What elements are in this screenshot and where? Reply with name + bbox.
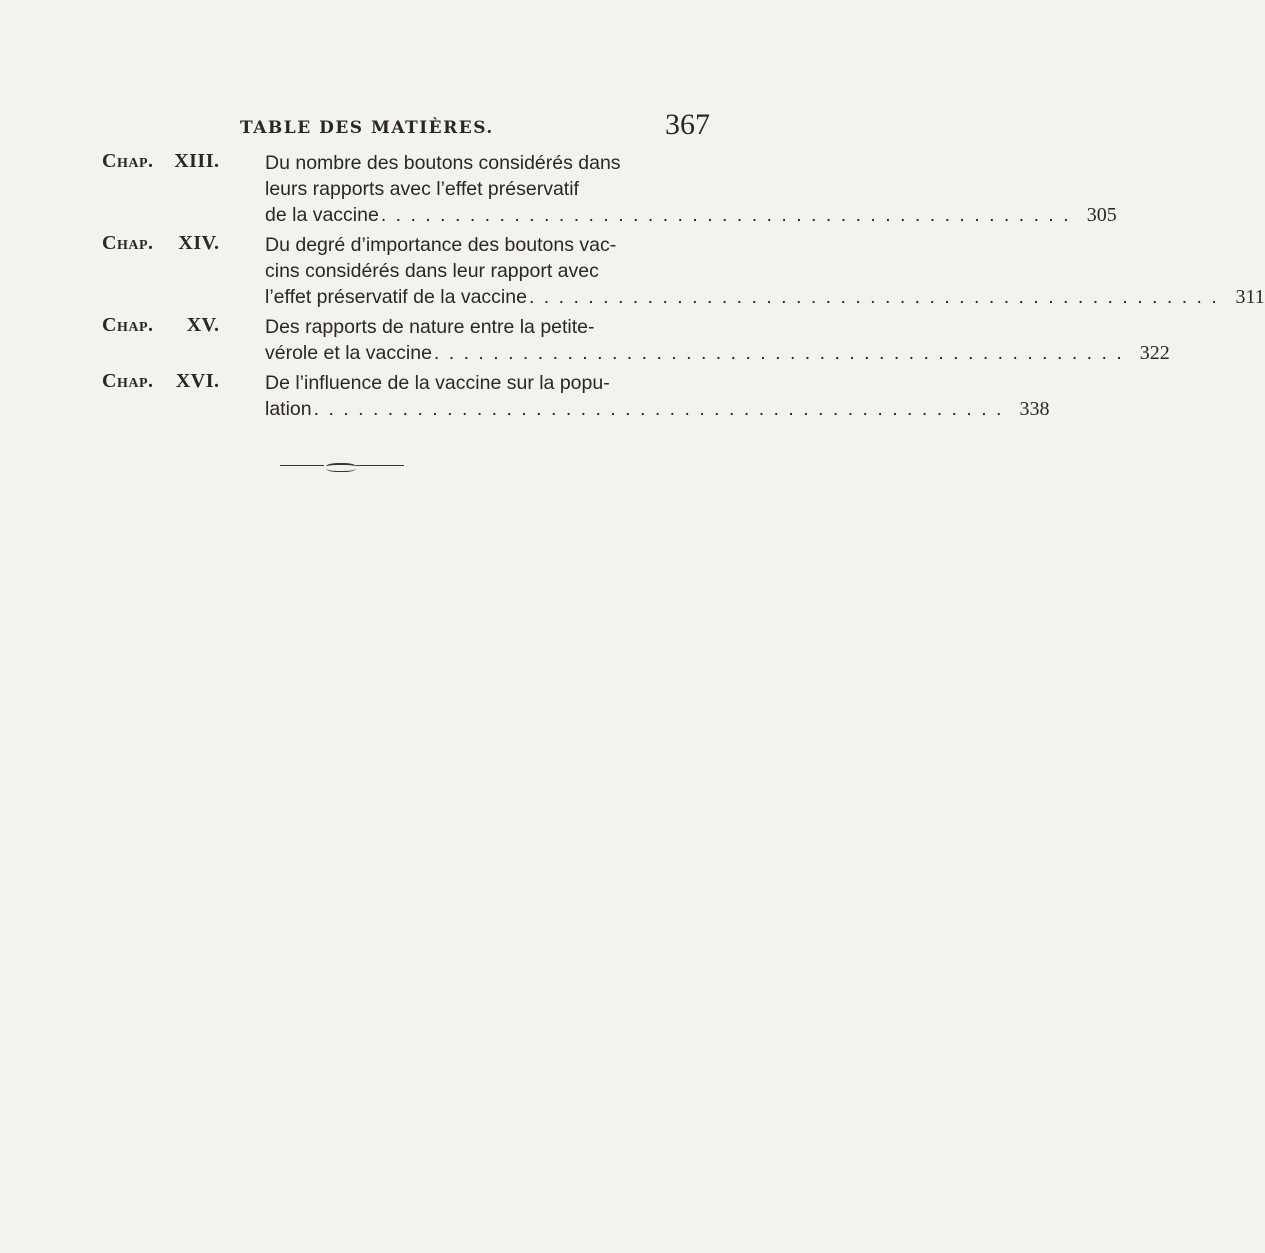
entry-line: l’effet préservatif de la vaccine: [265, 286, 527, 308]
entry-page-number: 322: [1139, 342, 1170, 364]
entry-line: leurs rapports avec l’effet préservatif: [265, 178, 579, 200]
chapter-abbreviation: Chap.: [102, 150, 154, 172]
dot-leader: . . . . . . . . . . . . . . . . . . . . . . . . . . . . . . . . . . . . . . . . . . . . . . .: [380, 204, 1071, 226]
chapter-number: XV.: [186, 314, 220, 336]
entry-page-number: 338: [1019, 398, 1050, 420]
table-of-contents: [102, 150, 1265, 426]
end-ornament: [280, 463, 404, 469]
entry-last-line: [265, 202, 1117, 228]
chapter-number: XIV.: [178, 232, 220, 254]
toc-entry-chap-16: [102, 370, 1050, 422]
ornament-flourish: [326, 463, 356, 472]
dot-leader: . . . . . . . . . . . . . . . . . . . . . . . . . . . . . . . . . . . . . . . . . . . . . . .: [528, 286, 1219, 308]
running-title: TABLE DES MATIÈRES.: [240, 118, 494, 138]
chapter-abbreviation: Chap.: [102, 370, 154, 392]
chapter-number: XIII.: [174, 150, 220, 172]
page-number: 367: [665, 108, 710, 141]
entry-last-line: [265, 396, 1050, 422]
chapter-number: XVI.: [175, 370, 220, 392]
entry-line: vérole et la vaccine: [265, 342, 432, 364]
chapter-label: [102, 150, 220, 173]
entry-title: [265, 370, 1050, 422]
ornament-rule-left: [280, 465, 324, 466]
entry-line: De l’influence de la vaccine sur la popu-: [265, 372, 610, 394]
entry-page-number: 311: [1235, 286, 1265, 308]
entry-line: Du nombre des boutons considérés dans: [265, 152, 621, 174]
toc-entry-chap-15: [102, 314, 1170, 366]
dot-leader: . . . . . . . . . . . . . . . . . . . . . . . . . . . . . . . . . . . . . . . . . . . . . . .: [433, 342, 1124, 364]
entry-title: [265, 314, 1170, 366]
entry-line: lation: [265, 398, 312, 420]
chapter-label: [102, 370, 220, 393]
dot-leader: . . . . . . . . . . . . . . . . . . . . . . . . . . . . . . . . . . . . . . . . . . . . . . .: [313, 398, 1004, 420]
chapter-label: [102, 314, 220, 337]
entry-title: [265, 232, 1265, 310]
toc-entry-chap-13: [102, 150, 1117, 228]
entry-line: cins considérés dans leur rapport avec: [265, 260, 599, 282]
entry-line: Des rapports de nature entre la petite-: [265, 316, 595, 338]
chapter-abbreviation: Chap.: [102, 232, 154, 254]
entry-line: Du degré d’importance des boutons vac-: [265, 234, 617, 256]
page-header: [100, 108, 710, 152]
entry-last-line: [265, 284, 1265, 310]
ornament-rule-right: [356, 465, 404, 466]
entry-page-number: 305: [1086, 204, 1117, 226]
entry-line: de la vaccine: [265, 204, 379, 226]
entry-last-line: [265, 340, 1170, 366]
entry-title: [265, 150, 1117, 228]
chapter-label: [102, 232, 220, 255]
chapter-abbreviation: Chap.: [102, 314, 154, 336]
toc-entry-chap-14: [102, 232, 1265, 310]
